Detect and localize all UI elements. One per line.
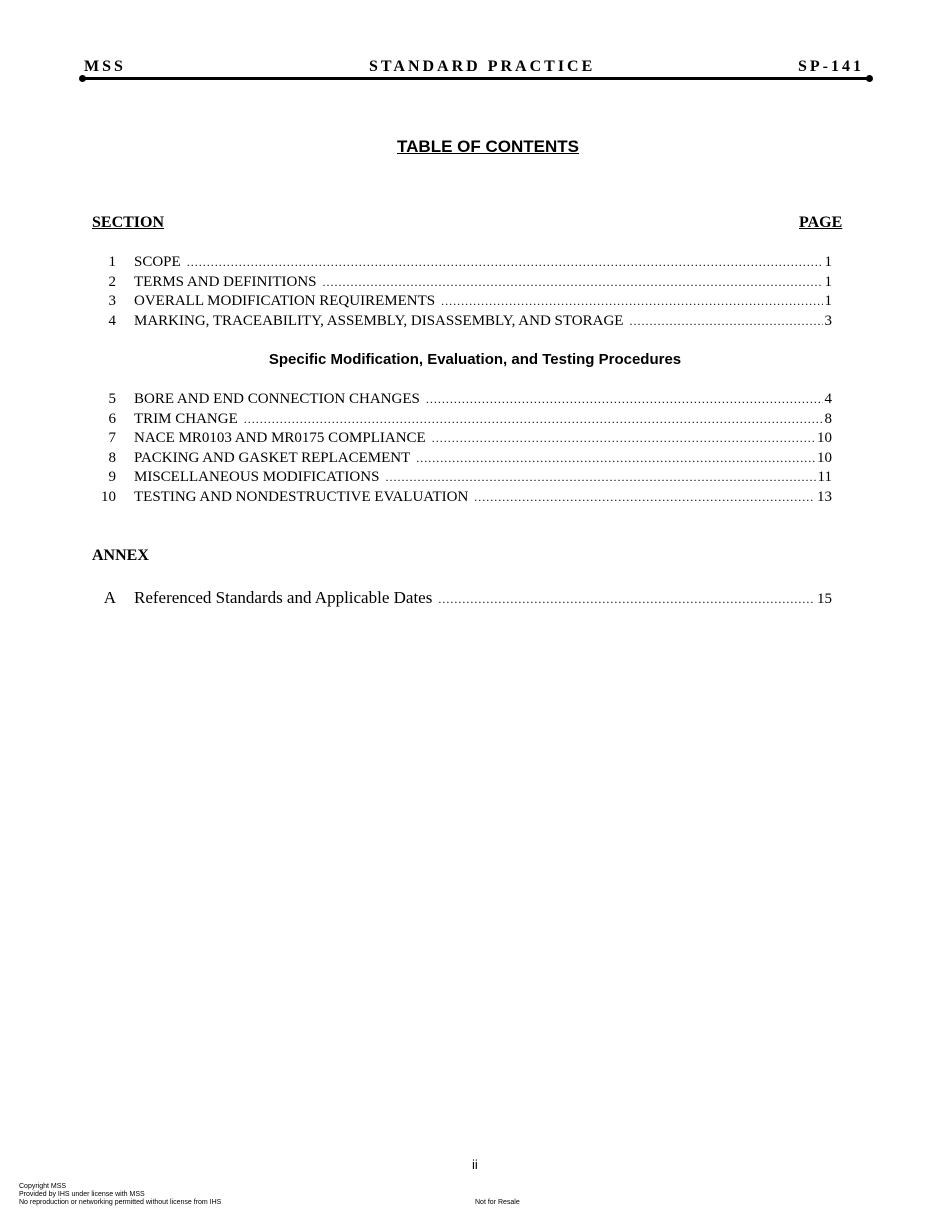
section-column-header: SECTION <box>92 214 165 231</box>
entry-number: 5 <box>108 391 116 407</box>
dot-leader <box>474 488 815 507</box>
entry-title: TERMS AND DEFINITIONS <box>134 273 317 290</box>
header-title: STANDARD PRACTICE <box>369 58 596 75</box>
toc-entry[interactable] <box>92 410 832 429</box>
entry-number: 10 <box>101 489 116 505</box>
entry-title: TESTING AND NONDESTRUCTIVE EVALUATION <box>134 489 469 505</box>
entry-page: 10 <box>817 449 832 466</box>
entry-number: A <box>103 588 116 607</box>
header-org: MSS <box>84 58 126 75</box>
entry-title: TRIM CHANGE <box>134 410 238 427</box>
entry-title: OVERALL MODIFICATION REQUIREMENTS <box>134 293 436 310</box>
dot-leader <box>432 429 815 448</box>
entry-page: 8 <box>824 410 832 427</box>
page-number: ii <box>472 1157 478 1172</box>
page-column-header: PAGE <box>799 214 843 231</box>
dot-leader <box>416 449 815 468</box>
entry-number: 3 <box>108 293 116 310</box>
entry-title: BORE AND END CONNECTION CHANGES <box>134 391 420 407</box>
page-title: TABLE OF CONTENTS <box>397 137 579 156</box>
toc-entry[interactable] <box>92 273 832 292</box>
entry-page: 1 <box>824 254 832 270</box>
entry-title: Referenced Standards and Applicable Dates <box>134 588 433 607</box>
dot-leader <box>629 312 822 331</box>
dot-leader <box>187 253 823 272</box>
toc-entry[interactable] <box>92 253 832 272</box>
entry-number: 4 <box>108 312 116 329</box>
entry-number: 8 <box>108 449 116 466</box>
header-rule <box>82 77 870 80</box>
entry-page: 1 <box>824 273 832 290</box>
toc-entry[interactable] <box>92 292 832 311</box>
entry-number: 1 <box>108 254 116 270</box>
entry-page: 13 <box>817 489 832 505</box>
dot-leader <box>426 390 823 409</box>
entry-page: 15 <box>817 591 832 607</box>
dot-leader <box>244 410 823 429</box>
toc-entry[interactable] <box>92 588 832 609</box>
dot-leader <box>438 590 815 609</box>
entry-page: 3 <box>824 312 832 329</box>
toc-entry[interactable] <box>92 468 832 487</box>
footer-line: Provided by IHS under license with MSS <box>19 1191 145 1198</box>
footer-line: No reproduction or networking permitted without license from IHS <box>19 1199 222 1206</box>
entry-title: NACE MR0103 AND MR0175 COMPLIANCE <box>134 430 426 447</box>
entry-title: MARKING, TRACEABILITY, ASSEMBLY, DISASSEMBLY, AND STORAGE <box>134 312 624 329</box>
dot-leader <box>323 273 823 292</box>
footer-copyright <box>19 1183 221 1207</box>
rule-end-dot <box>866 75 873 82</box>
dot-leader <box>385 468 815 487</box>
entry-title: MISCELLANEOUS MODIFICATIONS <box>134 469 380 486</box>
header-doc-number: SP-141 <box>798 58 864 75</box>
rule-end-dot <box>79 75 86 82</box>
entry-title: SCOPE <box>134 254 181 270</box>
subheading: Specific Modification, Evaluation, and Testing Procedures <box>268 351 682 368</box>
entry-page: 10 <box>817 430 832 447</box>
entry-number: 6 <box>108 410 116 427</box>
toc-entry[interactable] <box>92 488 832 507</box>
entry-number: 9 <box>108 469 116 486</box>
entry-page: 1 <box>824 293 832 310</box>
toc-entry[interactable] <box>92 429 832 448</box>
toc-entry[interactable] <box>92 449 832 468</box>
entry-number: 7 <box>108 430 116 447</box>
entry-number: 2 <box>108 273 116 290</box>
entry-title: PACKING AND GASKET REPLACEMENT <box>134 449 411 466</box>
footer-not-for-resale: Not for Resale <box>475 1199 520 1206</box>
dot-leader <box>441 292 822 311</box>
entry-page: 4 <box>824 391 832 407</box>
toc-entry[interactable] <box>92 390 832 409</box>
annex-heading: ANNEX <box>92 547 149 564</box>
footer-line: Copyright MSS <box>19 1183 67 1190</box>
toc-entry[interactable] <box>92 312 832 331</box>
entry-page: 11 <box>817 469 832 486</box>
